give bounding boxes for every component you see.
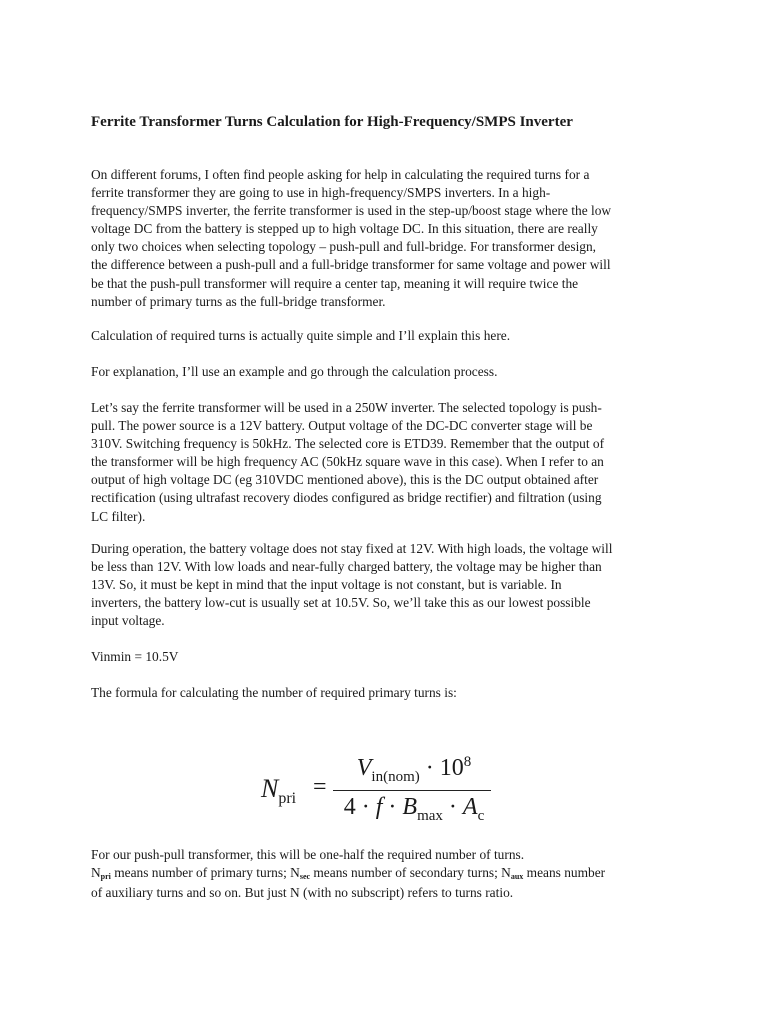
- formula-lhs: $N_{pri}$: [261, 774, 297, 808]
- text-line: The formula for calculating the number of required primary turns is:: [91, 685, 457, 700]
- text-line: 310V. Switching frequency is 50kHz. The selected core is ETD39. Remember that the output of: [91, 436, 605, 452]
- paragraph-simple: [91, 327, 683, 345]
- text-line: output of high voltage DC (eg 310VDC mentioned above), this is the DC output obtained after: [91, 472, 599, 488]
- text-line: the difference between a push-pull and a full-bridge transformer for same voltage and power will: [91, 257, 611, 273]
- paragraph-explanation: [91, 363, 683, 381]
- formula-denominator: $4 \cdot f \cdot B_{max} \cdot A_c$: [343, 794, 485, 824]
- text-line: LC filter).: [91, 508, 146, 524]
- formula-equals: =: [313, 774, 327, 800]
- paragraph-operation: [91, 540, 683, 630]
- text-line: Vinmin = 10.5V: [91, 649, 179, 664]
- text-line: pull. The power source is a 12V battery. Output voltage of the DC-DC converter stage will be: [91, 418, 593, 434]
- text-line: Let’s say the ferrite transformer will be used in a 250W inverter. The selected topology is push-: [91, 400, 602, 415]
- text-line: Calculation of required turns is actually quite simple and I’ll explain this here.: [91, 328, 511, 343]
- formula-numerator: $V_{in(nom)} \cdot 10^8$: [356, 754, 472, 785]
- text-line: rectification (using ultrafast recovery diodes configured as bridge rectifier) and filtration (using: [91, 490, 602, 506]
- text-line: only two choices when selecting topology – push-pull and full-bridge. For transformer design,: [91, 239, 597, 255]
- paragraph-example: [91, 399, 683, 526]
- paragraph-push-pull: [91, 846, 683, 902]
- text-line: For explanation, I’ll use an example and go through the calculation process.: [91, 364, 498, 379]
- text-line: inverters, the battery low-cut is usually set at 10.5V. So, we’ll take this as our lowest possible: [91, 595, 591, 611]
- paragraph-intro: [91, 166, 683, 311]
- paragraph-vinmin: [91, 648, 683, 666]
- push-pull-line: For our push-pull transformer, this will be one-half the required number of turns.: [91, 847, 525, 862]
- text-line: input voltage.: [91, 613, 165, 629]
- paragraph-formula-intro: [91, 684, 683, 702]
- text-line: 13V. So, it must be kept in mind that the input voltage is not constant, but is variable. In: [91, 577, 562, 593]
- turns-definition-line: Npri means number of primary turns; Nsec means number of secondary turns; Naux means number: [91, 865, 606, 882]
- turns-ratio-line: of auxiliary turns and so on. But just N (with no subscript) refers to turns ratio.: [91, 885, 514, 901]
- text-line: frequency/SMPS inverter, the ferrite transformer is used in the step-up/boost stage where the low: [91, 203, 612, 219]
- text-line: voltage DC from the battery is stepped up to high voltage DC. In this situation, there are really: [91, 221, 598, 237]
- text-line: number of primary turns as the full-bridge transformer.: [91, 293, 386, 309]
- text-line: On different forums, I often find people asking for help in calculating the required turns for a: [91, 167, 590, 182]
- formula-fraction-bar: [333, 790, 491, 791]
- text-line: be less than 12V. With low loads and near-fully charged battery, the voltage may be higher than: [91, 559, 602, 575]
- text-line: During operation, the battery voltage does not stay fixed at 12V. With high loads, the voltage will: [91, 541, 613, 556]
- primary-turns-formula: [261, 754, 501, 824]
- text-line: ferrite transformer they are going to use in high-frequency/SMPS inverters. In a high-: [91, 185, 551, 201]
- text-line: be that the push-pull transformer will require a center tap, meaning it will require twice the: [91, 275, 579, 291]
- text-line: the transformer will be high frequency AC (50kHz square wave in this case). When I refer to an: [91, 454, 604, 470]
- document-title: Ferrite Transformer Turns Calculation for High-Frequency/SMPS Inverter: [91, 114, 573, 130]
